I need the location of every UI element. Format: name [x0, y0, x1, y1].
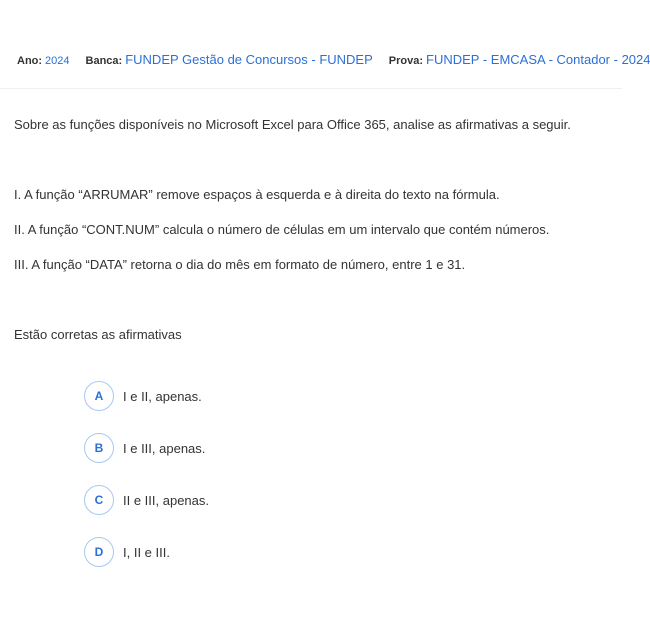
option-letter-d[interactable]: D	[84, 537, 114, 567]
answer-options	[84, 380, 209, 588]
statement-1: I. A função “ARRUMAR” remove espaços à esquerda e à direita do texto na fórmula.	[14, 187, 500, 202]
board-label: Banca:	[85, 55, 123, 67]
question-metadata-bar	[17, 52, 650, 72]
year-label: Ano:	[17, 55, 43, 67]
question-prompt: Estão corretas as afirmativas	[14, 327, 182, 342]
option-letter-a[interactable]: A	[84, 381, 114, 411]
exam-link[interactable]: FUNDEP - EMCASA - Contador - 2024	[426, 52, 650, 67]
option-a[interactable]	[84, 380, 209, 412]
option-text-c[interactable]: II e III, apenas.	[123, 492, 209, 508]
exam-label: Prova:	[388, 55, 424, 67]
statement-2: II. A função “CONT.NUM” calcula o número de células em um intervalo que contém números.	[14, 222, 550, 237]
meta-board	[86, 52, 373, 67]
option-text-d[interactable]: I, II e III.	[123, 544, 170, 560]
option-text-a[interactable]: I e II, apenas.	[123, 388, 202, 404]
statement-3: III. A função “DATA” retorna o dia do mês em formato de número, entre 1 e 31.	[14, 257, 466, 272]
meta-year	[17, 55, 70, 67]
option-letter-b[interactable]: B	[84, 433, 114, 463]
option-d[interactable]	[84, 536, 209, 568]
question-intro: Sobre as funções disponíveis no Microsoft Excel para Office 365, analise as afirmativas a seguir.	[14, 117, 571, 132]
meta-exam	[389, 52, 650, 67]
board-link[interactable]: FUNDEP Gestão de Concursos - FUNDEP	[125, 52, 373, 67]
header-divider	[0, 88, 622, 89]
year-link[interactable]: 2024	[45, 55, 70, 67]
option-letter-c[interactable]: C	[84, 485, 114, 515]
option-c[interactable]	[84, 484, 209, 516]
option-b[interactable]	[84, 432, 209, 464]
option-text-b[interactable]: I e III, apenas.	[123, 440, 206, 456]
